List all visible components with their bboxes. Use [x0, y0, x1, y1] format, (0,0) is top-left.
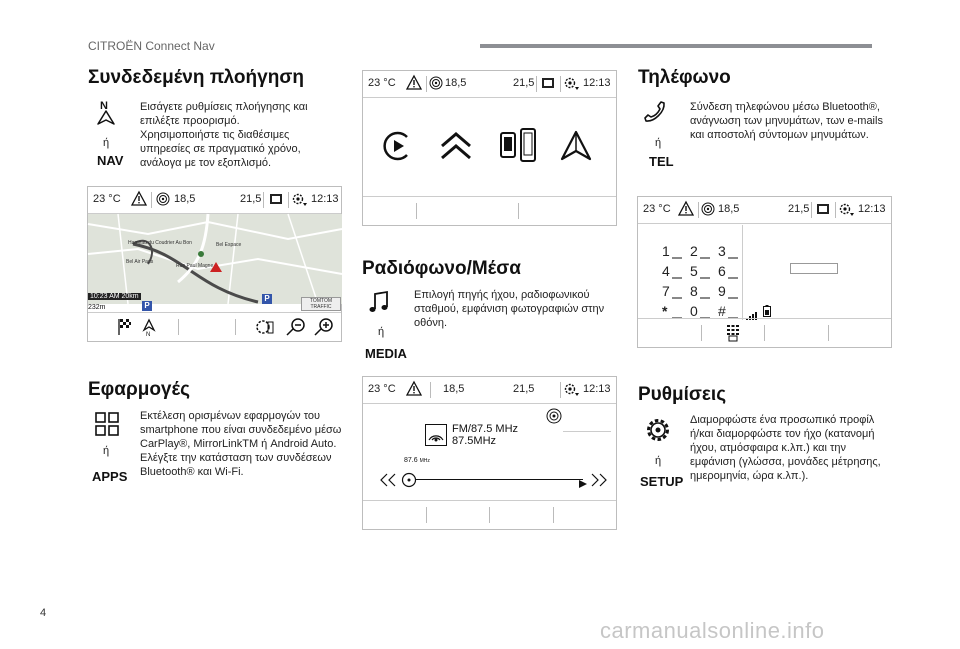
right-temp: 21,5 [788, 203, 810, 215]
map-layers-icon[interactable] [256, 318, 274, 341]
clock: 12:13 [583, 383, 611, 395]
settings-status-icon [564, 382, 580, 399]
separator [698, 202, 699, 218]
or-label: ή [103, 137, 110, 149]
media-code: MEDIA [365, 346, 407, 361]
compass-icon[interactable] [142, 317, 156, 342]
or-label: ή [378, 326, 385, 338]
station-logo-icon [425, 424, 447, 451]
tel-code: TEL [649, 154, 674, 169]
tel-section-title: Τηλέφωνο [638, 67, 731, 88]
signal-icon [701, 202, 715, 219]
status-bar [363, 377, 616, 404]
temperature: 23 °C [643, 203, 671, 215]
nav-description: Εισάγετε ρυθμίσεις πλοήγησης και επιλέξτε προορισμό. Χρησιμοποιήστε τις διαθέσιμες υπηρεσίες σε πραγματικό χρόνο, ανάλογα με τον εξοπλισμό. [140, 101, 308, 169]
music-note-icon [368, 290, 390, 314]
apps-grid-icon [95, 412, 119, 436]
radio-toolbar [363, 500, 616, 529]
status-bar [88, 187, 341, 214]
map-time-readout: 10:23 AM 20km [90, 293, 139, 300]
svg-text:N: N [100, 100, 108, 112]
tel-description: Σύνδεση τηλεφώνου μέσω Bluetooth®, ανάγνωση των μηνυμάτων, των e-mails και αποστολή σύντομων μηνυμάτων. [690, 101, 883, 141]
parking-icon: P [142, 301, 152, 311]
apps-code: APPS [92, 469, 128, 484]
number-display[interactable] [790, 263, 838, 274]
phone-toolbar [638, 318, 891, 347]
settings-status-icon [292, 192, 308, 209]
separator [764, 325, 765, 341]
apps-section-title: Εφαρμογές [88, 379, 190, 400]
warning-icon [678, 201, 694, 219]
temperature: 23 °C [368, 77, 396, 89]
dialpad-icon[interactable] [726, 324, 740, 347]
separator [426, 507, 427, 523]
clock: 12:13 [311, 193, 339, 205]
warning-icon [406, 381, 422, 399]
key-0[interactable]: 0 [690, 303, 698, 319]
mirrorlink-icon[interactable] [499, 127, 537, 168]
gear-icon [644, 416, 672, 444]
frequency-slider[interactable] [403, 479, 583, 480]
map-label: Rue Paul Magne [176, 263, 214, 269]
media-section-title: Ραδιόφωνο/Μέσα [362, 258, 521, 279]
slider-end-arrow [579, 475, 587, 493]
temperature: 23 °C [368, 383, 396, 395]
android-auto-icon[interactable] [439, 131, 473, 166]
settings-status-icon [564, 76, 580, 93]
map-label: Bel Espace [216, 242, 242, 248]
separator [178, 319, 179, 335]
seek-forward-icon[interactable] [587, 472, 609, 493]
zoom-in-icon[interactable] [314, 318, 334, 341]
key-8[interactable]: 8 [690, 283, 698, 299]
north-arrow-icon [92, 98, 122, 128]
left-temp: 18,5 [445, 77, 467, 89]
station-name: FM/87.5 MHz [452, 423, 519, 435]
separator [288, 192, 289, 208]
right-temp: 21,5 [240, 193, 262, 205]
separator [426, 76, 427, 92]
page-number: 4 [40, 607, 47, 619]
key-9[interactable]: 9 [718, 283, 726, 299]
separator [430, 382, 431, 398]
dial-frequency: 87.6 MHz [404, 457, 430, 464]
separator [518, 203, 519, 219]
clock: 12:13 [583, 77, 611, 89]
status-bar [638, 197, 891, 224]
left-temp: 18,5 [443, 383, 465, 395]
left-temp: 18,5 [718, 203, 740, 215]
or-label: ή [103, 445, 110, 457]
apps-description: Εκτέλεση ορισμένων εφαρμογών του smartphone που είναι συνδεδεμένο μέσω CarPlay®, MirrorLinkTM ή Android Auto. Ελέγξτε την κατάσταση των συνδέσεων Bluetooth® και Wi-Fi. [140, 410, 342, 478]
navigation-app-icon[interactable] [559, 129, 593, 168]
phone-status-icon [269, 192, 283, 209]
media-description: Επιλογή πηγής ήχου, ραδιοφωνικού σταθμού, εμφάνιση φωτογραφιών στην οθόνη. [414, 289, 605, 329]
setup-code: SETUP [640, 474, 684, 489]
nav-code: NAV [97, 153, 124, 168]
warning-icon [131, 191, 147, 209]
apps-screen [362, 70, 617, 226]
temperature: 23 °C [93, 193, 121, 205]
key-5[interactable]: 5 [690, 263, 698, 279]
signal-icon [429, 76, 443, 93]
status-bar [363, 71, 616, 98]
nav-section-title: Συνδεδεμένη πλοήγηση [88, 67, 304, 88]
clock: 12:13 [858, 203, 886, 215]
right-temp: 21,5 [513, 77, 535, 89]
header-rule [480, 44, 872, 48]
keypad [660, 243, 740, 323]
or-label: ή [655, 137, 662, 149]
station-frequency: 87.5MHz [452, 435, 497, 447]
radio-antenna-icon[interactable] [546, 408, 562, 429]
separator [416, 203, 417, 219]
key-4[interactable]: 4 [662, 263, 670, 279]
right-temp: 21,5 [513, 383, 535, 395]
separator [489, 507, 490, 523]
document-header: CITROËN Connect Nav [88, 39, 215, 53]
carplay-icon[interactable] [381, 129, 415, 168]
zoom-out-icon[interactable] [286, 318, 306, 341]
map-label: Bel Air Paris [126, 259, 154, 265]
divider [563, 431, 611, 432]
separator [560, 382, 561, 398]
seek-back-icon[interactable] [378, 472, 400, 493]
parking-icon: P [262, 294, 272, 304]
settings-status-icon [839, 202, 855, 219]
separator [835, 202, 836, 218]
map-scale: 232m [88, 304, 106, 311]
separator [701, 325, 702, 341]
radio-screen [362, 376, 617, 530]
or-label: ή [655, 455, 662, 467]
traffic-badge: TOMTOM TRAFFIC [301, 297, 341, 311]
map-view[interactable] [88, 214, 342, 311]
setup-description: Διαμορφώστε ένα προσωπικό προφίλ ή/και διαμορφώστε τον ήχο (κατανομή ήχου, ατμόσφαιρα κ.λπ.) και την εμφάνιση (γλώσσα, μονάδες μέτρησης, ημερομηνία, ώρα κ.λπ.). [690, 414, 881, 482]
nav-screen [87, 186, 342, 342]
separator [235, 319, 236, 335]
svg-text:N: N [146, 332, 151, 338]
separator [553, 507, 554, 523]
checkered-flag-icon[interactable] [118, 318, 132, 341]
watermark: carmanualsonline.info [600, 618, 825, 643]
separator [151, 192, 152, 208]
key-3[interactable]: 3 [718, 243, 726, 259]
phone-status-icon [541, 76, 555, 93]
separator [263, 192, 264, 208]
key-6[interactable]: 6 [718, 263, 726, 279]
phone-status-icon [816, 202, 830, 219]
phone-handset-icon [644, 100, 668, 124]
left-temp: 18,5 [174, 193, 196, 205]
key-hash[interactable]: # [718, 303, 726, 319]
separator [560, 76, 561, 92]
key-1[interactable]: 1 [662, 243, 670, 259]
separator [828, 325, 829, 341]
warning-icon [406, 75, 422, 93]
nav-toolbar [88, 312, 341, 341]
setup-section-title: Ρυθμίσεις [638, 384, 727, 405]
phone-screen [637, 196, 892, 348]
separator [811, 202, 812, 218]
slider-knob[interactable] [401, 472, 417, 493]
signal-icon [156, 192, 170, 209]
apps-toolbar [363, 196, 616, 225]
separator [536, 76, 537, 92]
map-label: Hameau du Coudrier Au Bon [128, 240, 192, 246]
key-2[interactable]: 2 [690, 243, 698, 259]
key-7[interactable]: 7 [662, 283, 670, 299]
key-star[interactable]: * [662, 303, 668, 319]
